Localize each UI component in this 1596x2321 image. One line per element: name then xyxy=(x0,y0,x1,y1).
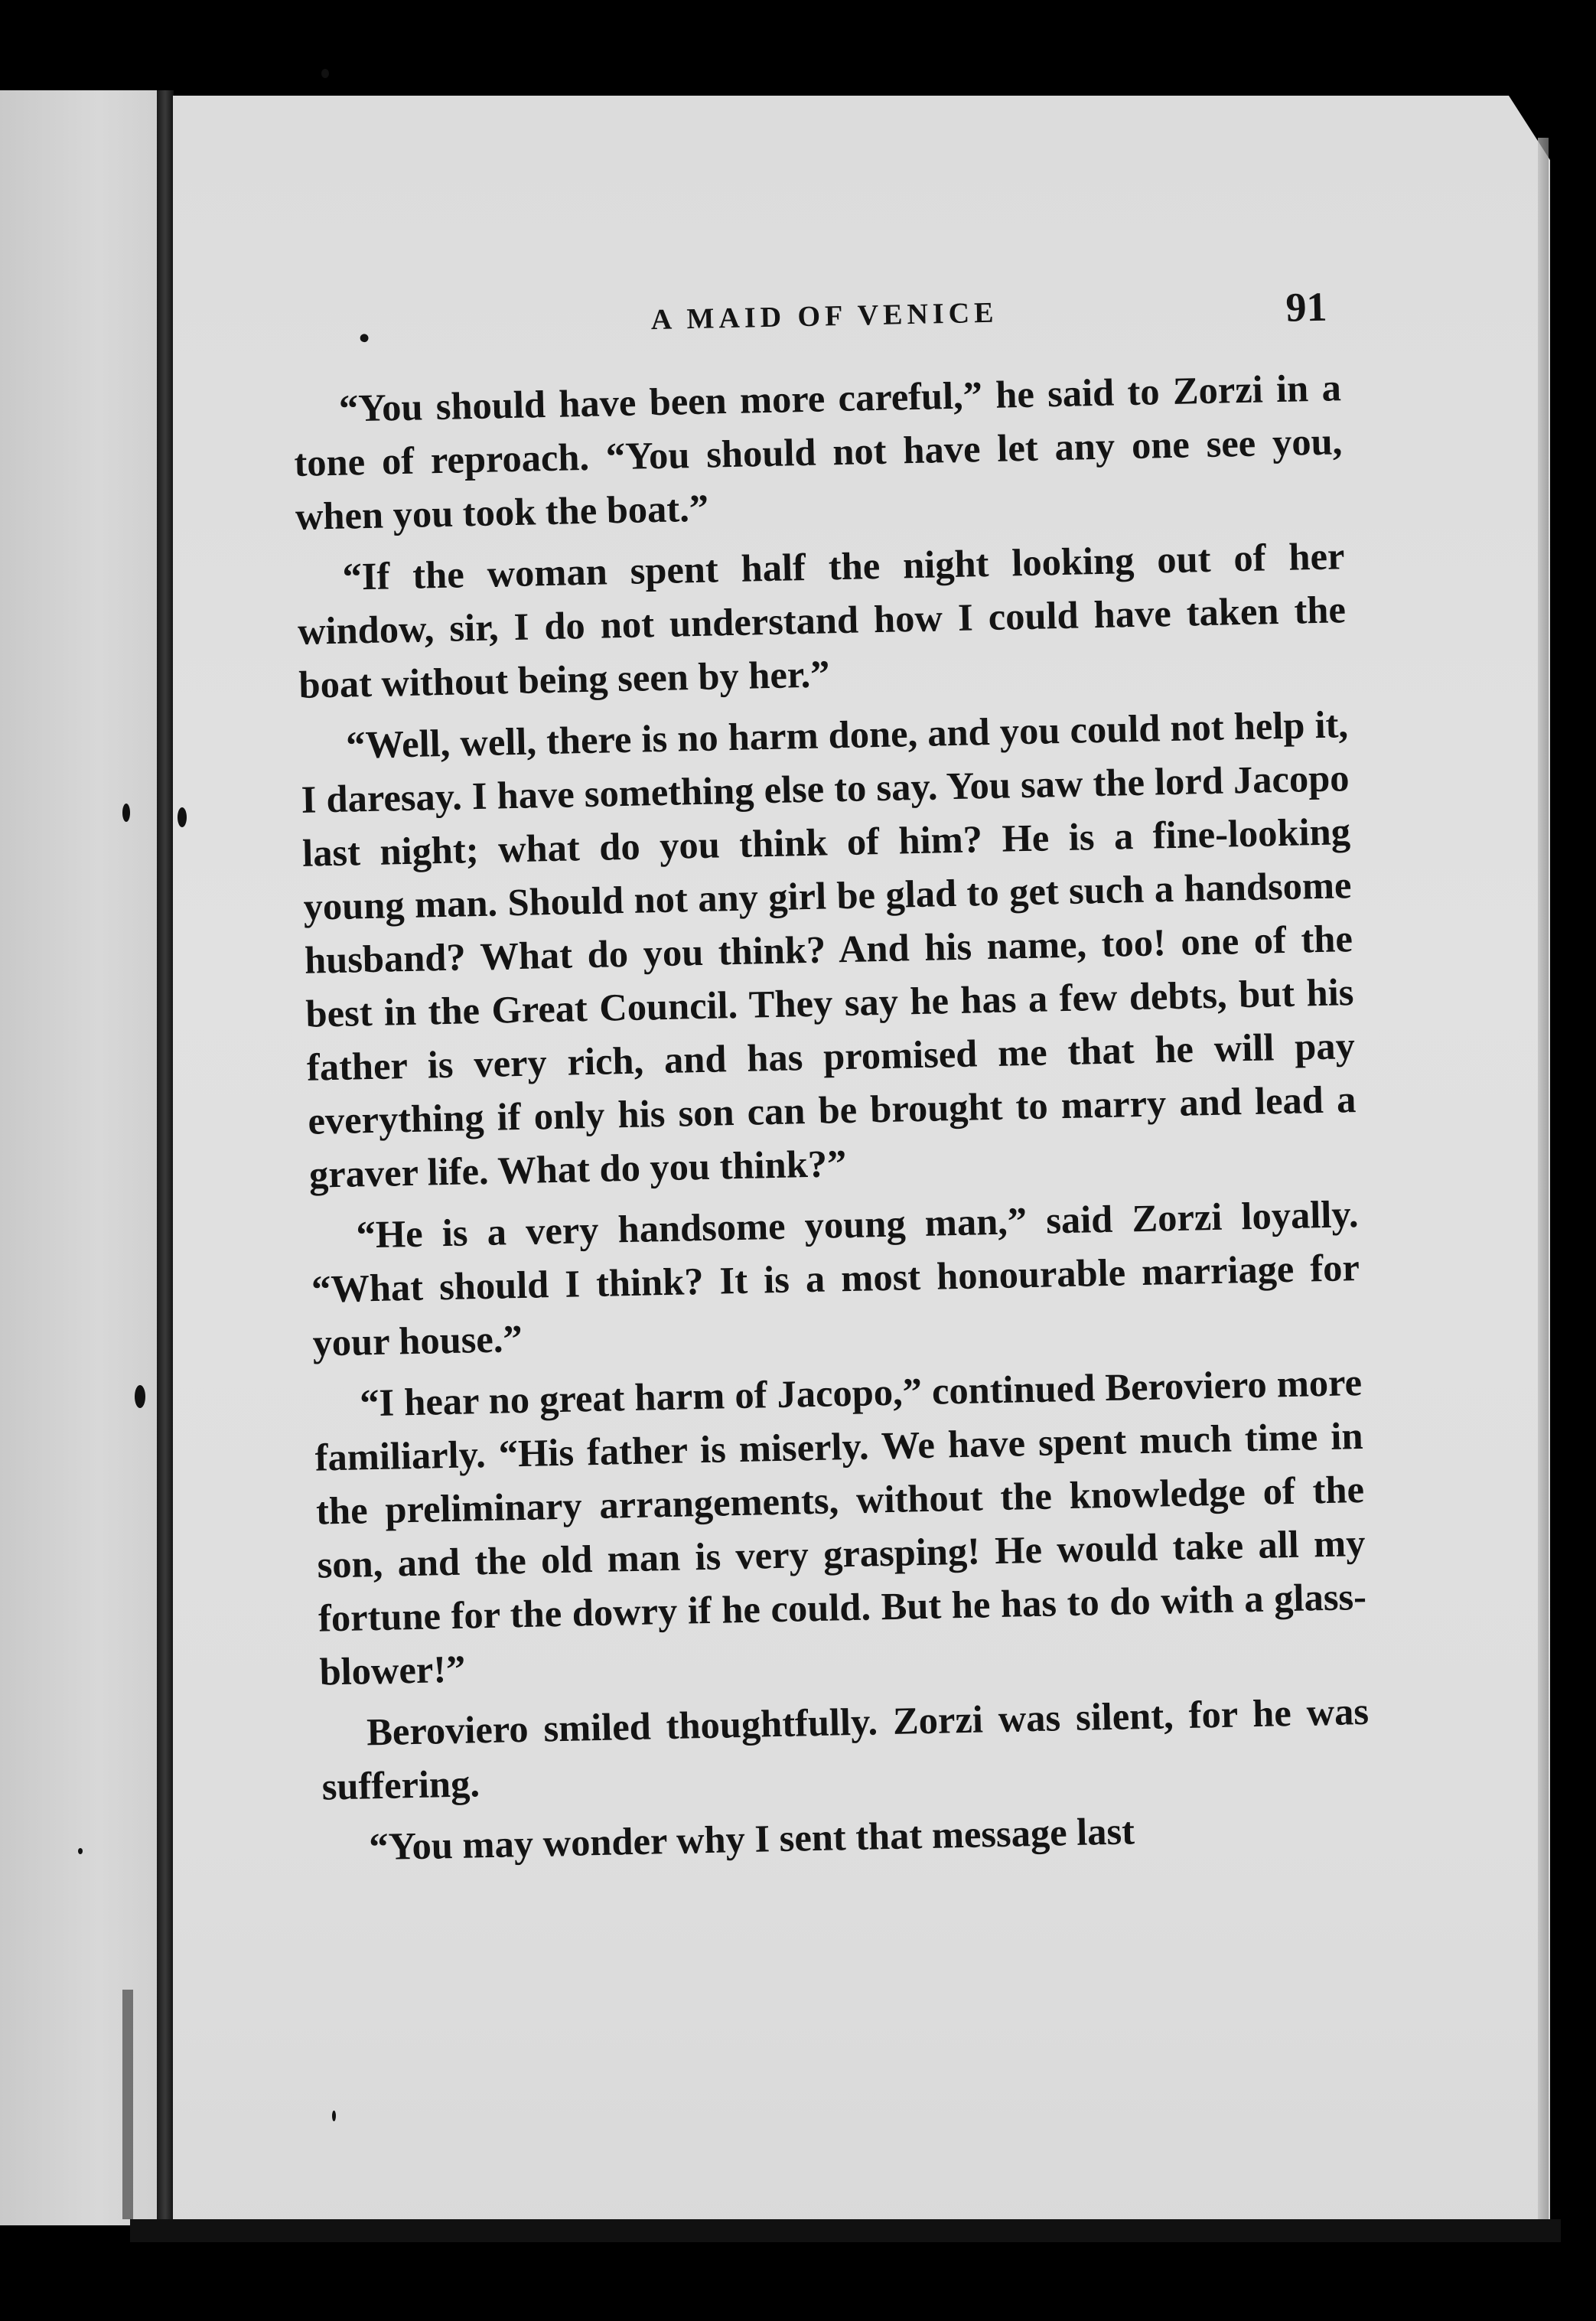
ink-speck xyxy=(332,2111,336,2121)
paragraph: Beroviero smiled thoughtfully. Zorzi was silent, for he was suffering. xyxy=(321,1689,1370,1808)
gutter-shadow xyxy=(122,1990,133,2219)
ink-speck xyxy=(321,69,329,78)
paragraph: “Well, well, there is no harm done, and you could not help it, I daresay. I have something else to say. You saw the lord Jacopo last night; what do you think of him? He is a fine-looking young man. Should not any girl be glad to get such a handsome husband? What do you think? And his name, too! one of the best in the Great Council. They say he has a few debts, but his father is very rich, and has promised me that he will pay everything if only his son can be brought to marry and lead a graver life. What do you think?” xyxy=(301,702,1357,1196)
scan-border-bottom xyxy=(130,2219,1561,2242)
page-edge-right xyxy=(1538,138,1549,2219)
ink-speck xyxy=(135,1385,145,1408)
ink-speck xyxy=(178,807,187,827)
paragraph: “If the woman spent half the night looking out of her window, sir, I do not understand how I could have taken the boat without being seen by her.” xyxy=(297,534,1347,706)
book-gutter xyxy=(157,90,174,2225)
paragraph: “You should have been more careful,” he said to Zorzi in a tone of reproach. “You should not have let any one see you, when you took the boat.” xyxy=(293,366,1343,538)
paragraph: “You may wonder why I sent that message last xyxy=(368,1809,1135,1869)
running-head-title: A MAID OF VENICE xyxy=(650,296,998,337)
page-text xyxy=(291,276,1372,1874)
facing-page-edge xyxy=(0,90,164,2225)
page-number: 91 xyxy=(1285,283,1328,331)
paragraph: “He is a very handsome young man,” said Zorzi loyally. “What should I think? It is a most honourable marriage for your house.” xyxy=(311,1192,1360,1364)
running-head-bullet: • xyxy=(358,320,370,356)
paragraph: “I hear no great harm of Jacopo,” continued Beroviero more familiarly. “His father is miserly. We have spent much time in the preliminary arrangements, without the knowledge of the son, and the old man is very grasping! He would take all my fortune for the dowry if he could. But he has to do with a glass-blower!” xyxy=(314,1360,1367,1693)
ink-speck xyxy=(78,1848,83,1854)
ink-speck xyxy=(122,804,130,822)
